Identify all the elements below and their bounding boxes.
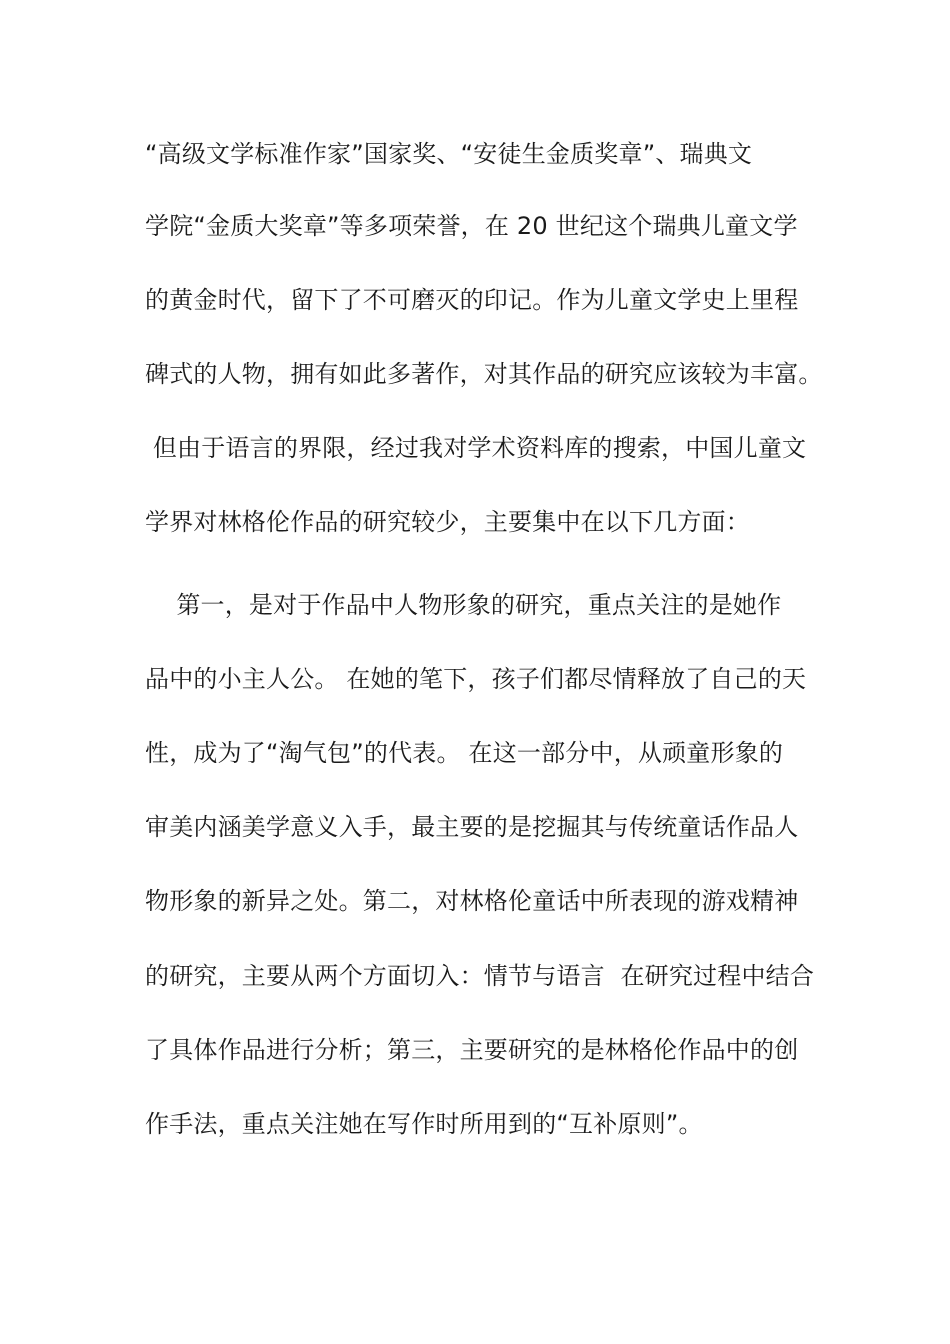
paragraph-line: 物形象的新异之处。第二，对林格伦童话中所表现的游戏精神: [145, 887, 799, 915]
paragraph-line: 的研究，主要从两个方面切入：情节与语言 在研究过程中结合: [145, 962, 815, 990]
paragraph-line: 学院“金质大奖章”等多项荣誉，在 20 世纪这个瑞典儿童文学: [145, 212, 798, 240]
paragraph-line: “高级文学标准作家”国家奖、“安徒生金质奖章”、瑞典文: [145, 140, 753, 168]
paragraph-line: 学界对林格伦作品的研究较少，主要集中在以下几方面：: [145, 508, 750, 536]
paragraph-line: 的黄金时代，留下了不可磨灭的印记。作为儿童文学史上里程: [145, 286, 799, 314]
paragraph-line: 第一，是对于作品中人物形象的研究，重点关注的是她作: [145, 591, 782, 619]
paragraph-line: 了具体作品进行分析；第三，主要研究的是林格伦作品中的创: [145, 1036, 799, 1064]
paragraph-line: 性，成为了“淘气包”的代表。 在这一部分中，从顽童形象的: [145, 739, 784, 767]
paragraph-line: 作手法，重点关注她在写作时所用到的“互补原则”。: [145, 1110, 703, 1138]
paragraph-line: 审美内涵美学意义入手，最主要的是挖掘其与传统童话作品人: [145, 813, 799, 841]
paragraph-line: 但由于语言的界限，经过我对学术资料库的搜索，中国儿童文: [145, 434, 807, 462]
paragraph-line: 品中的小主人公。 在她的笔下，孩子们都尽情释放了自己的天: [145, 665, 807, 693]
paragraph-line: 碑式的人物，拥有如此多著作，对其作品的研究应该较为丰富。: [145, 360, 823, 388]
